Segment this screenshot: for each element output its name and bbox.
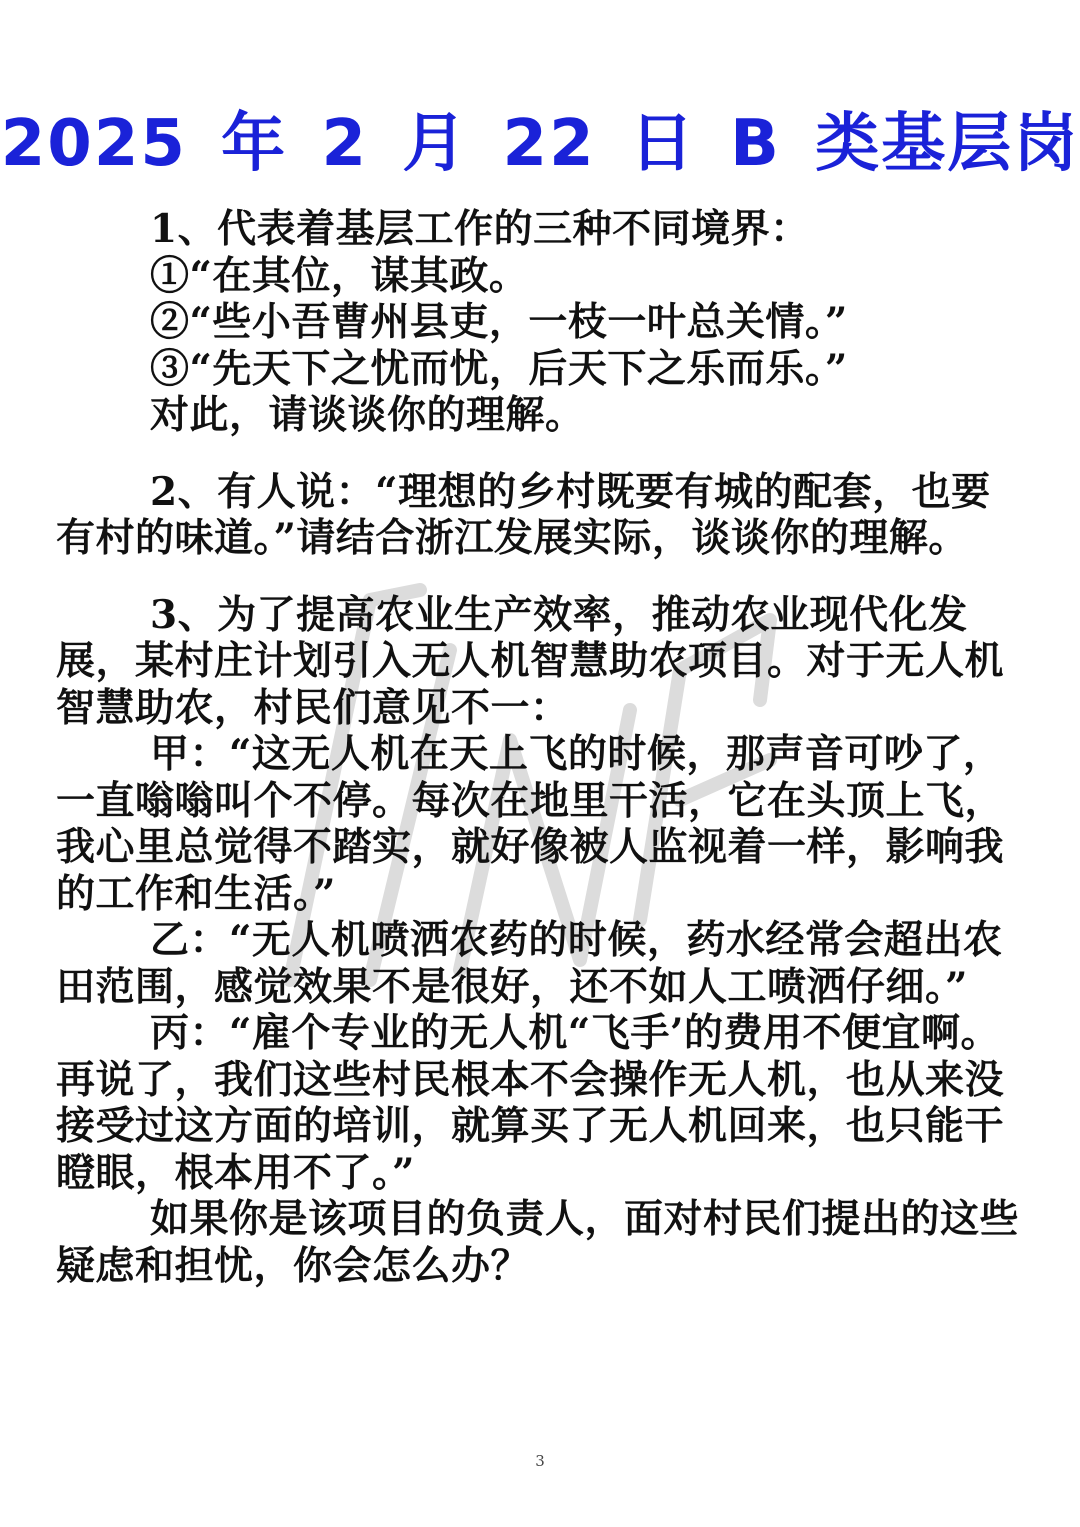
question-3-ask: 如果你是该项目的负责人，面对村民们提出的这些疑虑和担忧，你会怎么办？: [56, 1196, 1020, 1289]
question-1-intro: 1、代表着基层工作的三种不同境界：: [150, 206, 810, 252]
question-3-intro: 3、为了提高农业生产效率，推动农业现代化发展，某村庄计划引入无人机智慧助农项目。对于无人机智慧助农，村民们意见不一：: [56, 591, 1005, 731]
opinion-jia: 甲：“这无人机在天上飞的时候，那声音可吵了，一直嗡嗡叫个不停。每次在地里干活，它在头顶上飞，我心里总觉得不踏实，就好像被人监视着一样，影响我的工作和生活。”: [56, 731, 1005, 917]
question-2: [56, 469, 1028, 562]
opinion-yi: 乙：“无人机喷洒农药的时候，药水经常会超出农田范围，感觉效果不是很好，还不如人工喷洒仔细。”: [56, 917, 1003, 1010]
page-number: 3: [535, 1452, 545, 1470]
page-title: 2025 年 2 月 22 日 B 类基层岗: [0, 107, 1080, 181]
document-body: [56, 206, 1028, 1289]
question-2-text: 2、有人说：“理想的乡村既要有城的配套，也要有村的味道。”请结合浙江发展实际，谈谈你的理解。: [56, 468, 991, 561]
quote-item-3: ③“先天下之忧而忧，后天下之乐而乐。”: [150, 345, 848, 392]
quote-item-2: ②“些小吾曹州县吏，一枝一叶总关情。”: [150, 299, 848, 345]
quote-item-1: ①“在其位，谋其政。: [150, 252, 529, 299]
question-1-ask: 对此，请谈谈你的理解。: [150, 392, 585, 438]
question-3: [56, 592, 1028, 1290]
opinion-bing: 丙：“雇个专业的无人机“飞手’的费用不便宜啊。再说了，我们这些村民根本不会操作无人机，也从来没接受过这方面的培训，就算买了无人机回来，也只能干瞪眼，根本用不了。”: [56, 1010, 1005, 1196]
question-1: [56, 206, 1028, 439]
